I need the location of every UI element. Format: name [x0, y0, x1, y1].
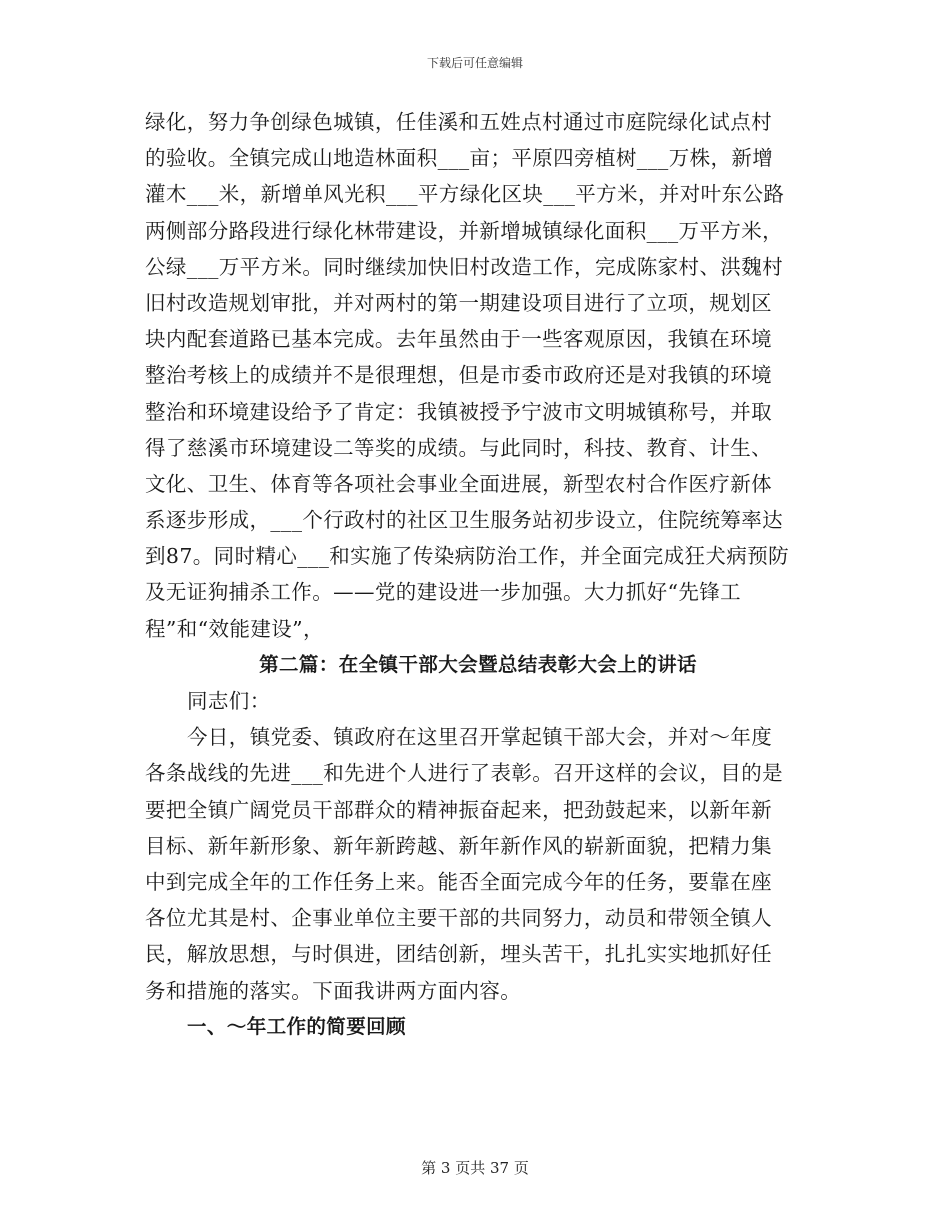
text-line: 整治考核上的成绩并不是很理想，但是市委市政府还是对我镇的环境 — [145, 363, 772, 388]
text-line: 到87。同时精心___和实施了传染病防治工作，并全面完成狂犬病预防 — [145, 544, 790, 569]
text-line: 程”和“效能建设”， — [145, 616, 324, 641]
text-line: 及无证狗捕杀工作。——党的建设进一步加强。大力抓好“先锋工 — [145, 580, 742, 605]
text-line: 目标、新年新形象、新年新跨越、新年新作风的崭新面貌，把精力集 — [145, 833, 772, 858]
text-line: 民，解放思想，与时俱进，团结创新，埋头苦干，扎扎实实地抓好任 — [145, 942, 772, 967]
text-line: 块内配套道路已基本完成。去年虽然由于一些客观原因，我镇在环境 — [145, 327, 772, 352]
text-line: 文化、卫生、体育等各项社会事业全面进展，新型农村合作医疗新体 — [145, 471, 772, 496]
greeting: 同志们： — [187, 689, 271, 713]
text-line: 中到完成全年的工作任务上来。能否全面完成今年的任务，要靠在座 — [145, 869, 772, 894]
page-footer: 第 3 页共 37 页 — [421, 1159, 529, 1177]
page-header: 下载后可任意编辑 — [426, 56, 523, 70]
text-line: 要把全镇广阔党员干部群众的精神振奋起来，把劲鼓起来，以新年新 — [145, 797, 772, 822]
document-body — [145, 104, 805, 1045]
text-line: 今日，镇党委、镇政府在这里召开掌起镇干部大会，并对～年度 — [187, 725, 773, 750]
text-line: 得了慈溪市环境建设二等奖的成绩。与此同时，科技、教育、计生、 — [145, 435, 772, 460]
text-line: 公绿___万平方米。同时继续加快旧村改造工作，完成陈家村、洪魏村 — [145, 254, 784, 279]
text-line: 务和措施的落实。下面我讲两方面内容。 — [145, 978, 522, 1003]
section-title: 第二篇：在全镇干部大会暨总结表彰大会上的讲话 — [259, 652, 697, 676]
text-line: 绿化，努力争创绿色城镇，任佳溪和五姓点村通过市庭院绿化试点村 — [145, 110, 772, 134]
text-line: 系逐步形成，___个行政村的社区卫生服务站初步设立，住院统筹率达 — [145, 508, 784, 533]
text-line: 旧村改造规划审批，并对两村的第一期建设项目进行了立项，规划区 — [145, 290, 772, 315]
text-line: 两侧部分路段进行绿化林带建设，并新增城镇绿化面积___万平方米， — [145, 218, 784, 243]
text-line: 的验收。全镇完成山地造林面积___亩；平原四旁植树___万株，新增 — [145, 146, 774, 171]
subsection-heading: 一、～年工作的简要回顾 — [187, 1014, 406, 1038]
text-line: 各位尤其是村、企事业单位主要干部的共同努力，动员和带领全镇人 — [145, 906, 772, 931]
text-line: 整治和环境建设给予了肯定：我镇被授予宁波市文明城镇称号，并取 — [145, 399, 772, 424]
text-line: 灌木___米，新增单风光积___平方绿化区块___平方米，并对叶东公路 — [145, 182, 785, 207]
text-line: 各条战线的先进___和先进个人进行了表彰。召开这样的会议，目的是 — [145, 761, 784, 786]
